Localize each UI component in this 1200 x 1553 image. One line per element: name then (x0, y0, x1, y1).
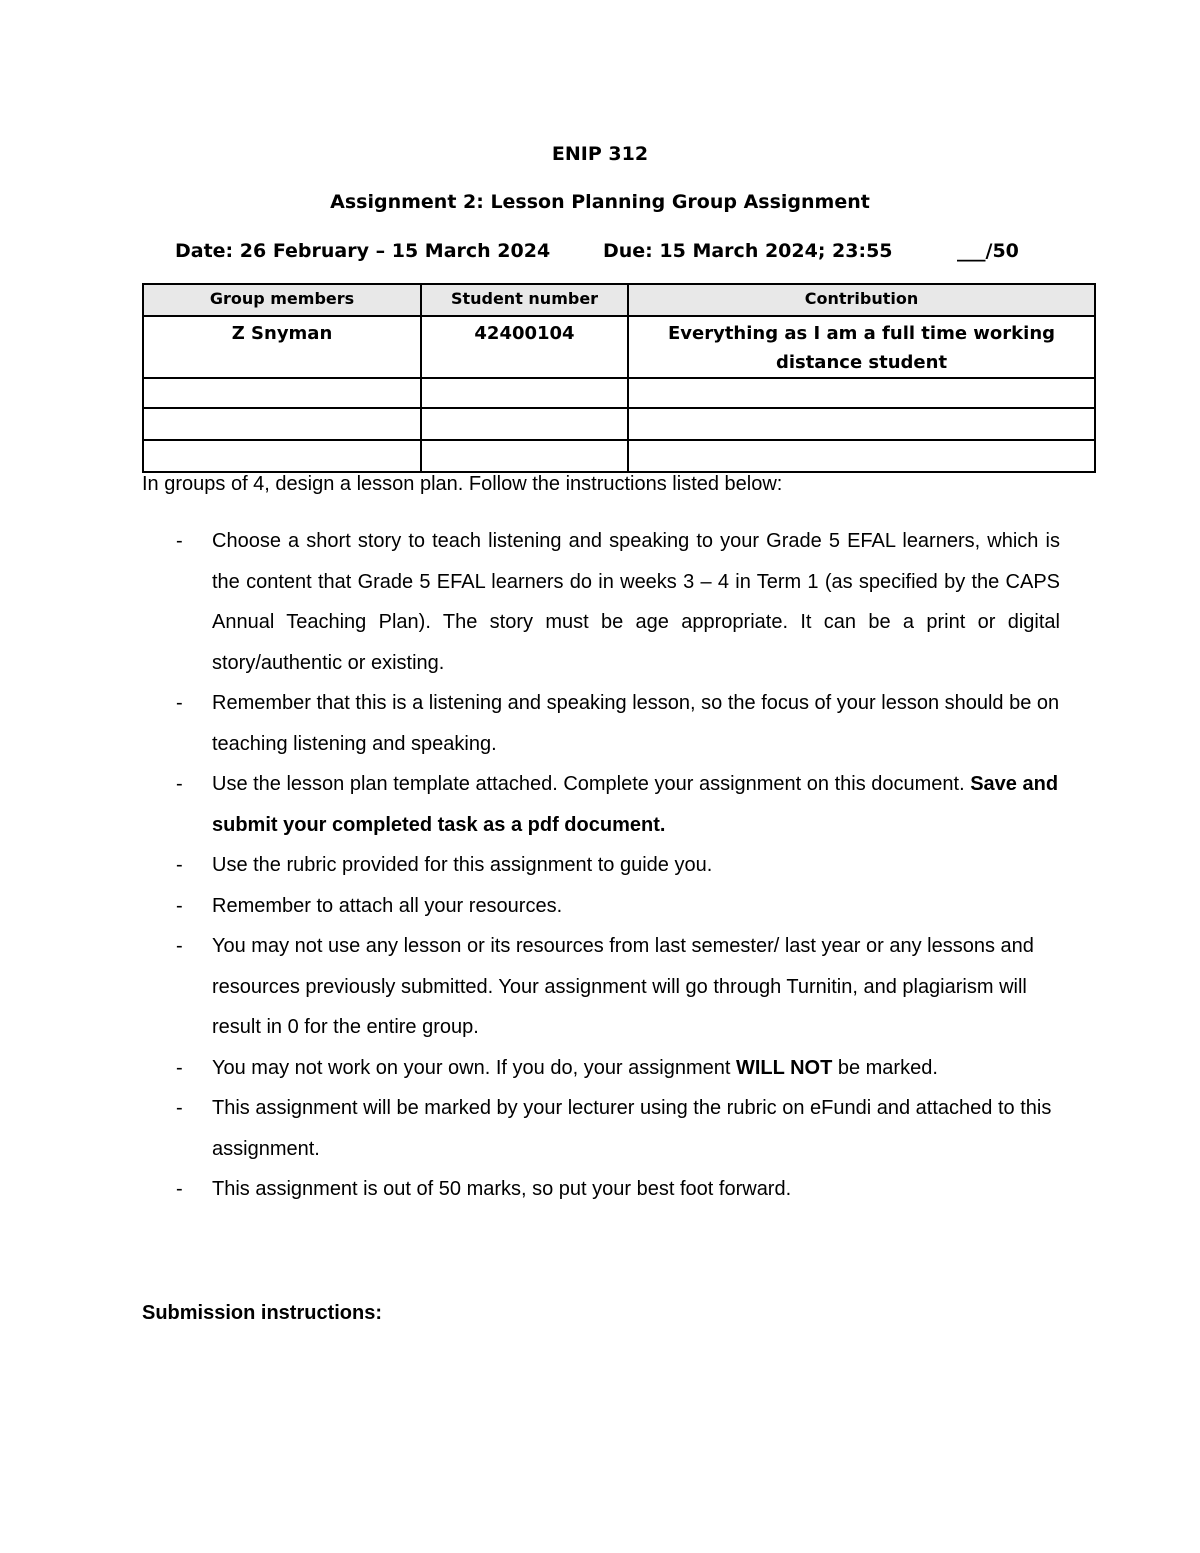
member-name-cell: Z Snyman (143, 316, 421, 378)
course-code: ENIP 312 (551, 143, 649, 165)
column-header-contribution: Contribution (628, 284, 1095, 316)
score-field: ___/50 (957, 240, 1019, 262)
bullet-marker: - (176, 1178, 183, 1200)
member-name-cell (143, 378, 421, 408)
due-date: Due: 15 March 2024; 23:55 (603, 240, 893, 262)
assignment-title: Assignment 2: Lesson Planning Group Assignment (330, 191, 870, 213)
list-item-text: You may not use any lesson or its resources from last semester/ last year or any lessons and resources previously submitted. Your assignment will go through Turnitin, and plagiarism will result in 0 for the entire group. (212, 935, 1034, 1038)
list-item-text-plain: You may not work on your own. If you do, your assignment (212, 1056, 731, 1079)
member-name-cell (143, 408, 421, 440)
list-item (0, 845, 1060, 886)
contribution-cell (628, 408, 1095, 440)
submission-instructions-heading: Submission instructions: (142, 1302, 383, 1324)
contribution-cell: Everything as I am a full time working distance student (628, 316, 1095, 378)
column-header-group-members: Group members (143, 284, 421, 316)
group-members-table (142, 283, 1096, 473)
instructions-intro: In groups of 4, design a lesson plan. Follow the instructions listed below: (142, 473, 783, 495)
student-number-cell (421, 440, 628, 472)
bullet-marker: - (176, 935, 183, 957)
list-item-text: Use the rubric provided for this assignment to guide you. (212, 854, 713, 876)
table-row (143, 408, 1095, 440)
list-item-text: This assignment will be marked by your lecturer using the rubric on eFundi and attached to this assignment. (212, 1097, 1052, 1160)
list-item-text-plain: Use the lesson plan template attached. Complete your assignment on this document. (212, 773, 965, 795)
list-item (0, 1088, 1060, 1169)
list-item-text-plain: be marked. (837, 1056, 938, 1079)
table-row (143, 440, 1095, 472)
list-item (0, 521, 1060, 683)
bullet-marker: - (176, 773, 183, 795)
list-item (0, 1048, 1060, 1089)
list-item-text (212, 764, 1060, 845)
bullet-marker: - (176, 894, 183, 917)
table-row (143, 316, 1095, 378)
contribution-cell (628, 440, 1095, 472)
contribution-cell (628, 378, 1095, 408)
list-item (0, 1169, 1060, 1210)
bullet-marker: - (176, 692, 183, 714)
list-item-text-bold: Save and submit your completed task as a pdf document. (212, 773, 1059, 836)
bullet-marker: - (176, 1097, 183, 1119)
list-item-text-bold: WILL NOT (736, 1056, 833, 1079)
list-item-text: Remember to attach all your resources. (212, 894, 563, 917)
list-item (0, 926, 1060, 1048)
list-item (0, 886, 1060, 927)
table-header-row (143, 284, 1095, 316)
list-item (0, 764, 1060, 845)
list-item-text: Remember that this is a listening and speaking lesson, so the focus of your lesson should be on teaching listening and speaking. (212, 692, 1060, 755)
bullet-marker: - (176, 1056, 183, 1079)
instructions-list (0, 521, 1060, 1210)
table-row (143, 378, 1095, 408)
student-number-cell: 42400104 (421, 316, 628, 378)
column-header-student-number: Student number (421, 284, 628, 316)
student-number-cell (421, 378, 628, 408)
list-item-text (212, 1048, 1060, 1089)
student-number-cell (421, 408, 628, 440)
date-range: Date: 26 February – 15 March 2024 (175, 240, 551, 262)
list-item-text: Choose a short story to teach listening and speaking to your Grade 5 EFAL learners, which is the content that Grade 5 EFAL learners do in weeks 3 – 4 in Term 1 (as specified by the CAPS Annual Teaching Plan). The story must be age appropriate. It can be a print or digital story/authentic or existing. (212, 530, 1060, 674)
bullet-marker: - (176, 854, 183, 876)
list-item (0, 683, 1060, 764)
bullet-marker: - (176, 530, 183, 552)
list-item-text: This assignment is out of 50 marks, so put your best foot forward. (212, 1178, 792, 1200)
member-name-cell (143, 440, 421, 472)
